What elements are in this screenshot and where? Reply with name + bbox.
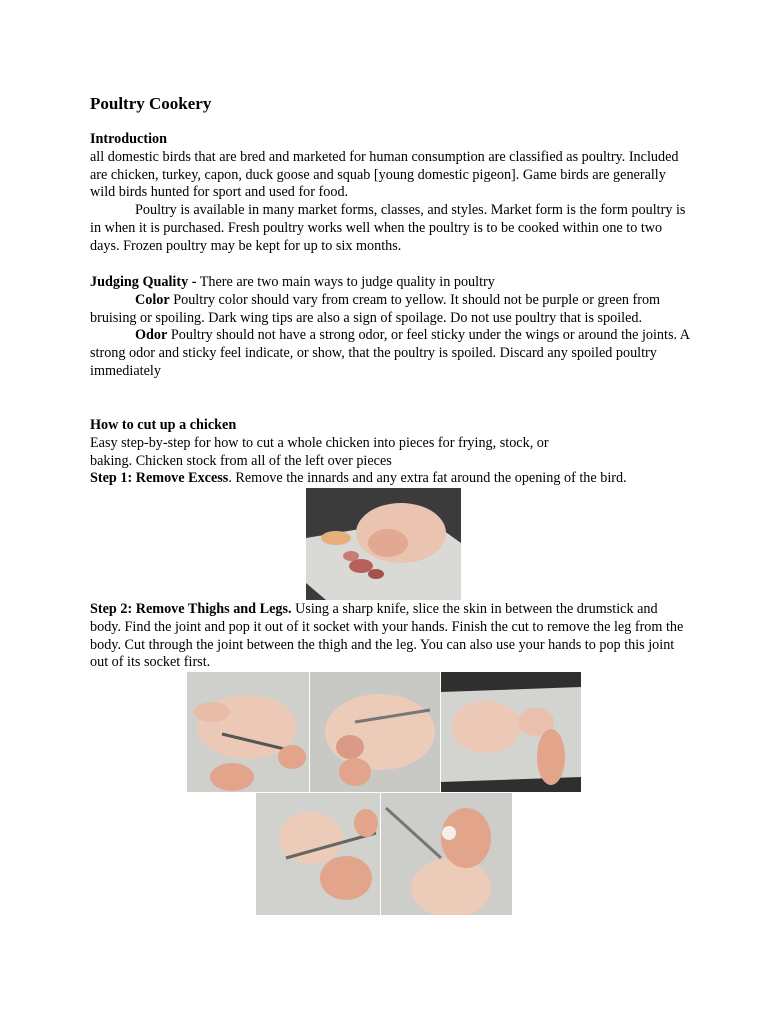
cutting-section xyxy=(90,417,690,488)
step2-photo-5 xyxy=(381,793,512,915)
step1-text: . Remove the innards and any extra fat around the opening of the bird. xyxy=(228,470,627,487)
judging-quality-section xyxy=(90,274,690,381)
step2-text: Using a sharp knife, slice the skin in between the drumstick and body. Find the joint and pop it out of it socket with your hands. Finish the cut to remove the leg from the body. Cut through the joint between the thigh and the leg. You can also use your hands to pop this joint out of its socket first. xyxy=(90,601,684,671)
introduction-paragraph: all domestic birds that are bred and marketed for human consumption are classified as poultry. Included are chicken, turkey, capon, duck goose and squab [young domestic pigeon]. Game birds are generally wild birds hunted for sport and used for food. xyxy=(90,148,679,201)
step1-line xyxy=(90,470,690,488)
color-paragraph xyxy=(90,292,690,328)
step2-section xyxy=(90,601,690,672)
cutting-intro-line1: Easy step-by-step for how to cut a whole chicken into pieces for frying, stock, or xyxy=(90,434,549,451)
page-title: Poultry Cookery xyxy=(90,94,212,113)
color-label: Color xyxy=(135,291,170,308)
step1-photo xyxy=(306,488,461,600)
cutting-intro-line2: baking. Chicken stock from all of the left over pieces xyxy=(90,452,392,469)
color-text: Poultry color should vary from cream to yellow. It should not be purple or green from bruising or spoiling. Dark wing tips are also a sign of spoilage. Do not use poultry that is spoiled. xyxy=(90,291,661,326)
step2-photo-3 xyxy=(441,672,581,792)
step2-photo-1 xyxy=(187,672,309,792)
step2-label: Step 2: Remove Thighs and Legs. xyxy=(90,601,292,617)
odor-paragraph xyxy=(90,327,690,380)
cutting-heading: How to cut up a chicken xyxy=(90,417,237,433)
step2-photo-2 xyxy=(310,672,440,792)
step1-label: Step 1: Remove Excess xyxy=(90,470,229,487)
judging-quality-line xyxy=(90,274,690,292)
step2-photo-4 xyxy=(256,793,380,915)
judging-quality-lead: There are two main ways to judge quality in poultry xyxy=(196,274,495,290)
market-forms-paragraph: Poultry is available in many market forms, classes, and styles. Market form is the form poultry is in when it is purchased. Fresh poultry works well when the poultry is to be cooked within one to two days. Frozen poultry may be kept for up to six months. xyxy=(90,202,686,254)
odor-label: Odor xyxy=(135,327,168,344)
judging-quality-heading: Judging Quality - xyxy=(90,274,197,290)
odor-text: Poultry should not have a strong odor, or feel sticky under the wings or around the joints. A strong odor and sticky feel indicate, or show, that the poultry is spoiled. Discard any spoiled poultry immediately xyxy=(90,327,690,379)
step2-paragraph xyxy=(90,601,690,672)
introduction-section xyxy=(90,131,690,256)
introduction-heading: Introduction xyxy=(90,131,167,147)
